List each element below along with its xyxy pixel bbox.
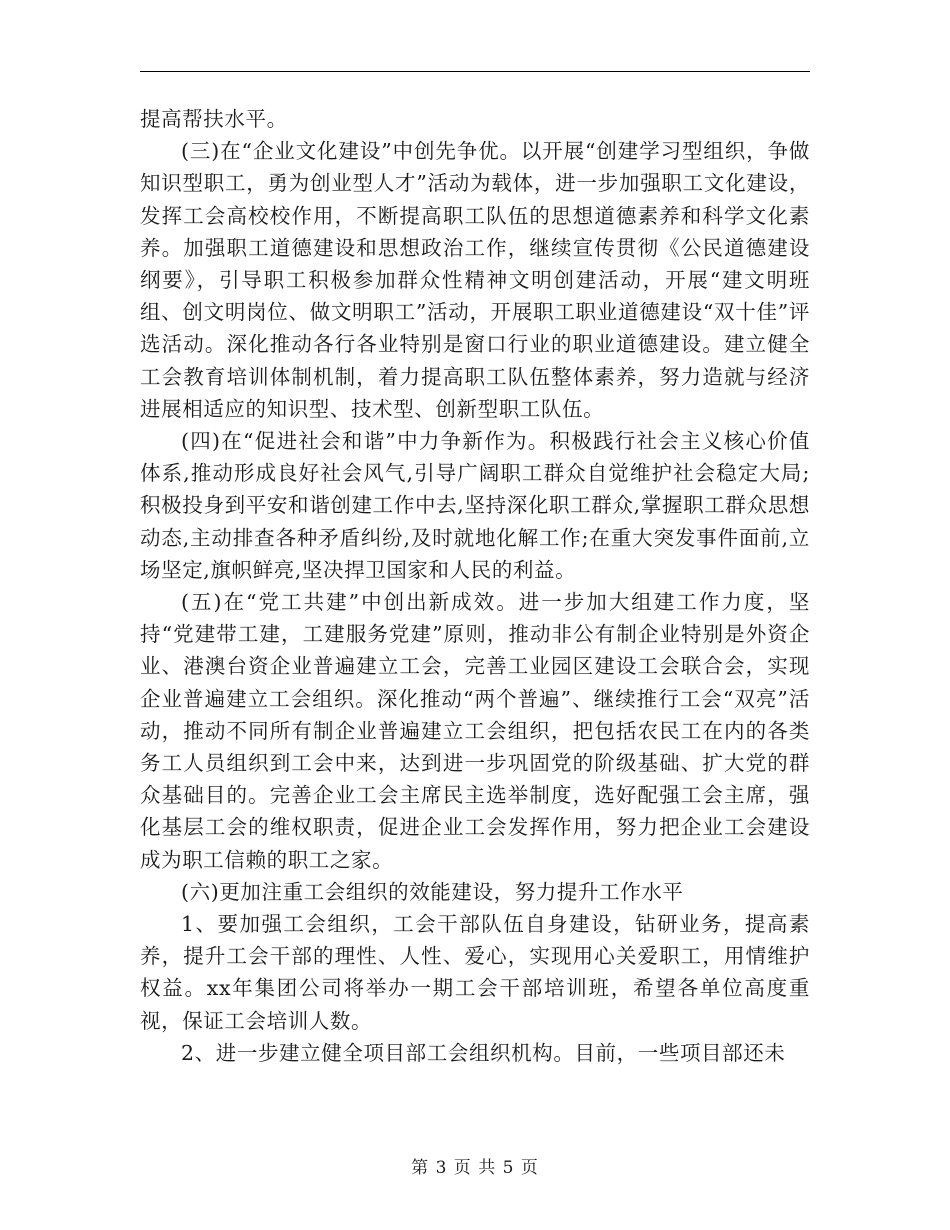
page-number-footer: 第 3 页 共 5 页 — [411, 1158, 539, 1178]
paragraph-item-2: 2、进一步建立健全项目部工会组织机构。目前，一些项目部还未 — [181, 1040, 786, 1065]
body-text — [140, 103, 810, 1069]
paragraph-section-5: (五)在“党工共建”中创出新成效。进一步加大组建工作力度，坚持“党建带工建，工建服务党建”原则，推动非公有制企业特别是外资企业、港澳台资企业普遍建立工会，完善工业园区建设工会联合会，实现企业普遍建立工会组织。深化推动“两个普遍”、继续推行工会“双亮”活动，推动不同所有制企业普遍建立工会组织，把包括农民工在内的各类务工人员组织到工会中来，达到进一步巩固党的阶级基础、扩大党的群众基础目的。完善企业工会主席民主选举制度，选好配强工会主席，强化基层工会的维权职责，促进企业工会发挥作用，努力把企业工会建设成为职工信赖的职工之家。 — [140, 590, 810, 872]
paragraph-section-6-heading: (六)更加注重工会组织的效能建设，努力提升工作水平 — [181, 879, 684, 904]
header-rule — [140, 71, 810, 72]
paragraph-section-4: (四)在“促进社会和谐”中力争新作为。积极践行社会主义核心价值体系,推动形成良好社会风气,引导广阔职工群众自觉维护社会稳定大局;积极投身到平安和谐创建工作中去,坚持深化职工群众,掌握职工群众思想动态,主动排查各种矛盾纠纷,及时就地化解工作;在重大突发事件面前,立场坚定,旗帜鲜亮,坚决捍卫国家和人民的利益。 — [140, 429, 810, 582]
paragraph-1: 提高帮扶水平。 — [140, 107, 288, 131]
paragraph-item-1: 1、要加强工会组织，工会干部队伍自身建设，钻研业务，提高素养，提升工会干部的理性、人性、爱心，实现用心关爱职工，用情维护权益。xx年集团公司将举办一期工会干部培训班，希望各单位高度重视，保证工会培训人数。 — [140, 912, 810, 1033]
paragraph-section-3: (三)在“企业文化建设”中创先争优。以开展“创建学习型组织，争做知识型职工，勇为创业型人才”活动为载体，进一步加强职工文化建设，发挥工会高校校作用，不断提高职工队伍的思想道德素养和科学文化素养。加强职工道德建设和思想政治工作，继续宣传贯彻《公民道德建设纲要》，引导职工积极参加群众性精神文明创建活动，开展“建文明班组、创文明岗位、做文明职工”活动，开展职工职业道德建设“双十佳”评选活动。深化推动各行各业特别是窗口行业的职业道德建设。建立健全工会教育培训体制机制，着力提高职工队伍整体素养，努力造就与经济进展相适应的知识型、技术型、创新型职工队伍。 — [140, 139, 810, 421]
